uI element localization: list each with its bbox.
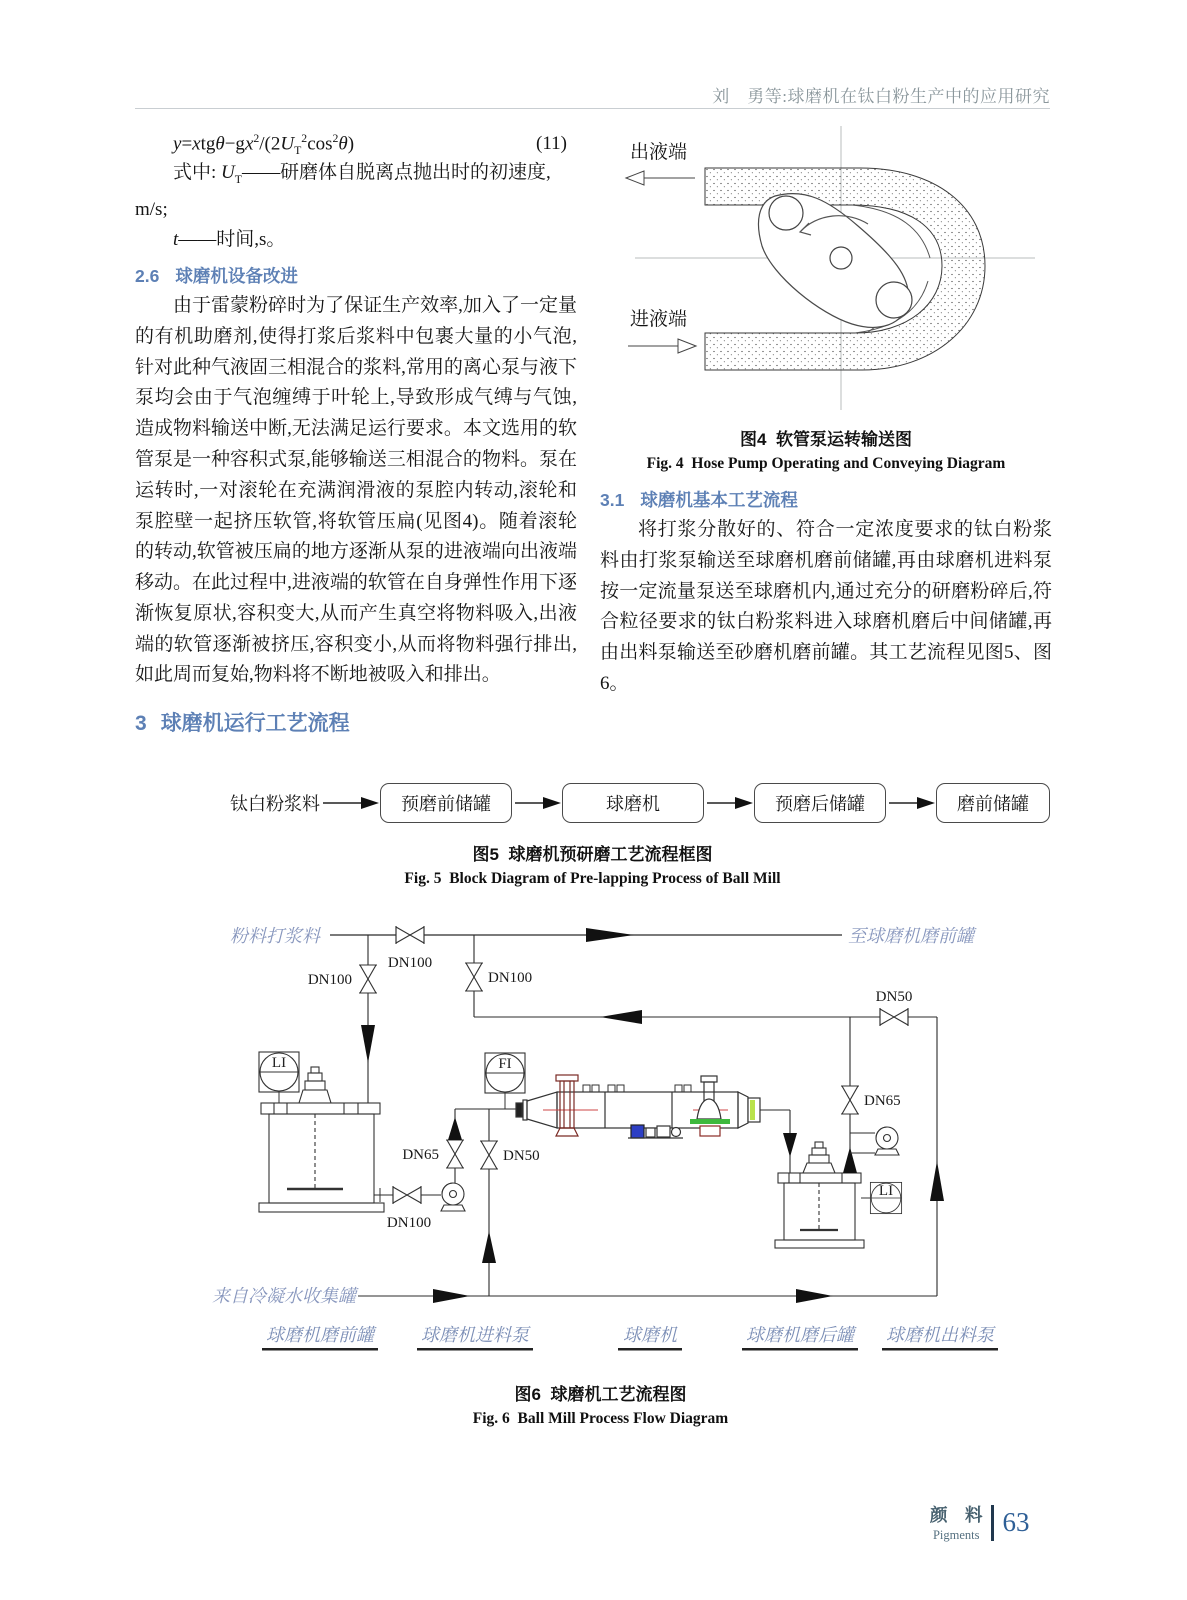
flow-arrow-icon bbox=[321, 796, 379, 810]
instrument-tag: LI bbox=[878, 1183, 894, 1199]
flow-arrow-right bbox=[796, 1289, 833, 1303]
where-clause-line2: m/s; bbox=[135, 198, 168, 220]
figure4-caption-en: Fig. 4 Hose Pump Operating and Conveying Diagram bbox=[646, 455, 1006, 472]
flow-arrow-right bbox=[586, 928, 634, 942]
journal-name-en: Pigments bbox=[932, 1528, 980, 1542]
journal-name-zh: 颜 料 bbox=[930, 1505, 983, 1525]
valve-drop1-dn100 bbox=[359, 965, 377, 993]
flow-arrow-up bbox=[843, 1147, 857, 1173]
section-3-title: 球磨机运行工艺流程 bbox=[160, 712, 350, 736]
inlet-label: 进液端 bbox=[630, 309, 688, 330]
figure5-caption-zh: 图5 球磨机预研磨工艺流程框图 bbox=[472, 845, 713, 864]
figure5-box-mill-front-tank: 磨前储罐 bbox=[936, 783, 1050, 823]
valve-label: DN50 bbox=[875, 989, 913, 1005]
flow-arrow-down bbox=[361, 1025, 375, 1063]
figure5-caption-en: Fig. 5 Block Diagram of Pre-lapping Process of Ball Mill bbox=[404, 870, 781, 887]
section-3-1-title: 球磨机基本工艺流程 bbox=[640, 490, 798, 510]
powder-feed-label: 粉料打浆料 bbox=[230, 926, 320, 946]
mill-inlet-tower bbox=[556, 1075, 578, 1136]
roller-top-left bbox=[769, 196, 803, 230]
figure6-svg bbox=[148, 895, 1053, 1365]
figure5-box-pre-mill-tank: 预磨前储罐 bbox=[380, 783, 512, 823]
figure4-hose-pump-diagram bbox=[600, 118, 1040, 414]
flow-arrow-up bbox=[482, 1231, 496, 1263]
valve-label: DN65 bbox=[864, 1093, 901, 1109]
figure5-box-post-mill-tank: 预磨后储罐 bbox=[754, 783, 886, 823]
flow-arrow-down bbox=[783, 1133, 797, 1157]
page-footer bbox=[930, 1502, 1030, 1543]
figure5-block-diagram bbox=[135, 762, 1050, 888]
valve-flush-dn50 bbox=[480, 1141, 498, 1169]
inlet-arrow bbox=[628, 339, 696, 353]
label-underline bbox=[882, 1348, 998, 1351]
where-clause-line1: 式中: $U_T——$研磨体自脱离点抛出时的初速度, bbox=[173, 162, 551, 186]
flow-arrow-up bbox=[448, 1117, 462, 1140]
page-number: 63 bbox=[1002, 1507, 1030, 1537]
figure5-box-ball-mill: 球磨机 bbox=[562, 783, 704, 823]
valve-outlet-dn100 bbox=[393, 1186, 421, 1204]
valve-return-dn50 bbox=[880, 1008, 908, 1026]
flow-arrow-up bbox=[930, 1161, 944, 1201]
roller-bottom-right bbox=[876, 282, 912, 318]
valve-label: DN100 bbox=[386, 1215, 432, 1231]
label-underline bbox=[618, 1348, 682, 1351]
instrument-tag: LI bbox=[271, 1055, 287, 1071]
mill-discharge-unit bbox=[690, 1076, 730, 1136]
section-2-6-title: 球磨机设备改进 bbox=[175, 265, 298, 286]
valve-label: DN100 bbox=[307, 972, 352, 988]
section-2-6-number: 2.6 bbox=[135, 265, 160, 286]
flow-arrow-icon bbox=[705, 796, 753, 810]
outlet-arrow bbox=[626, 171, 695, 185]
running-header: 刘 勇等:球磨机在钛白粉生产中的应用研究 bbox=[712, 87, 1050, 106]
equipment-label: 球磨机出料泵 bbox=[886, 1325, 994, 1345]
figure6-caption-zh: 图6 球磨机工艺流程图 bbox=[514, 1385, 687, 1404]
figure4-caption-zh: 图4 软管泵运转输送图 bbox=[740, 430, 912, 449]
instrument-tag: FI bbox=[498, 1056, 512, 1072]
valve-label: DN65 bbox=[402, 1147, 439, 1163]
valve-feed-dn65 bbox=[446, 1140, 464, 1168]
valve-label: DN100 bbox=[387, 955, 433, 971]
label-underline bbox=[742, 1348, 858, 1351]
flow-arrow-icon bbox=[887, 796, 935, 810]
condensate-label: 来自冷凝水收集罐 bbox=[212, 1286, 356, 1306]
ball-mill bbox=[516, 1075, 760, 1138]
outlet-pump bbox=[875, 1127, 899, 1155]
left-column bbox=[135, 118, 577, 737]
right-column bbox=[600, 118, 1052, 700]
equation-number: (11) bbox=[536, 133, 567, 155]
figure5-flow-row bbox=[230, 782, 1050, 824]
flow-arrow-right bbox=[433, 1289, 470, 1303]
section-2-6-paragraph: 由于雷蒙粉碎时为了保证生产效率,加入了一定量的有机助磨剂,使得打浆后浆料中包裹大量的小气泡,针对此种气液固三相混合的浆料,常用的离心泵与液下泵均会由于气泡缠缚于叶轮上,导致形成气缚与气蚀,造成物料输送中断,无法满足运行要求。本文选用的软管泵是一种容积式泵,能够输送三相混合的物料。泵在运转时,一对滚轮在充满润滑液的泵腔内转动,滚轮和泵腔壁一起挤压软管,将软管压扁(见图4)。随着滚轮的转动,软管被压扁的地方逐渐从泵的进液端向出液端移动。在此过程中,进液端的软管在自身弹性作用下逐渐恢复原状,容积变大,从而产生真空将物料吸入,出液端的软管逐渐被挤压,容积变小,从而将物料强行排出,如此周而复始,物料将不断地被吸入和排出。 bbox=[135, 294, 577, 686]
equation-row bbox=[173, 132, 571, 158]
flow-arrow-left bbox=[600, 1010, 642, 1024]
flow-arrow-icon bbox=[513, 796, 561, 810]
figure5-source-label: 钛白粉浆料 bbox=[230, 794, 320, 814]
equipment-label: 球磨机磨后罐 bbox=[746, 1325, 854, 1345]
valve-label: DN50 bbox=[503, 1148, 540, 1164]
header-rule bbox=[135, 108, 1050, 109]
valve-top-dn100 bbox=[396, 926, 424, 944]
equipment-label: 球磨机 bbox=[623, 1325, 677, 1345]
section-3-heading bbox=[135, 707, 577, 737]
section-3-1-number: 3.1 bbox=[600, 490, 625, 510]
mill-drive-unit bbox=[628, 1125, 683, 1138]
section-2-6-heading bbox=[135, 263, 577, 288]
equipment-label: 球磨机进料泵 bbox=[421, 1325, 529, 1345]
equation-body: $y=xtg\theta-gx^2/(2U_T^2\cos^2\theta)$ bbox=[173, 132, 355, 158]
label-underline bbox=[262, 1348, 378, 1351]
rotor-shaft-circle bbox=[830, 247, 852, 269]
section-3-1-paragraph: 将打浆分散好的、符合一定浓度要求的钛白粉浆料由打浆泵输送至球磨机磨前储罐,再由球磨机进料泵按一定流量泵送至球磨机内,通过充分的研磨粉碎后,符合粒径要求的钛白粉浆料进入球磨机磨后中间储罐,再由出料泵输送至砂磨机磨前罐。其工艺流程见图5、图6。 bbox=[600, 519, 1052, 694]
equipment-labels bbox=[262, 1325, 998, 1351]
mill-top-fittings bbox=[583, 1085, 691, 1092]
footer-divider bbox=[991, 1505, 994, 1541]
feed-pump bbox=[441, 1183, 465, 1211]
valve-drop2-dn100 bbox=[465, 963, 483, 991]
equipment-label: 球磨机磨前罐 bbox=[266, 1325, 374, 1345]
to-premill-tank-label: 至球磨机磨前罐 bbox=[848, 926, 974, 946]
outlet-label: 出液端 bbox=[630, 142, 688, 163]
where-clause-line3: t——时间,s。 bbox=[173, 228, 286, 250]
figure6-caption-en: Fig. 6 Ball Mill Process Flow Diagram bbox=[472, 1410, 729, 1427]
valve-label: DN100 bbox=[488, 970, 533, 986]
figure6-process-flow-diagram bbox=[148, 895, 1053, 1428]
label-underline bbox=[417, 1348, 533, 1351]
section-3-1-heading bbox=[600, 487, 1052, 512]
journal-name bbox=[930, 1502, 983, 1543]
agitator bbox=[800, 1142, 838, 1230]
valve-right-dn65 bbox=[841, 1086, 859, 1114]
section-3-number: 3 bbox=[135, 712, 147, 736]
